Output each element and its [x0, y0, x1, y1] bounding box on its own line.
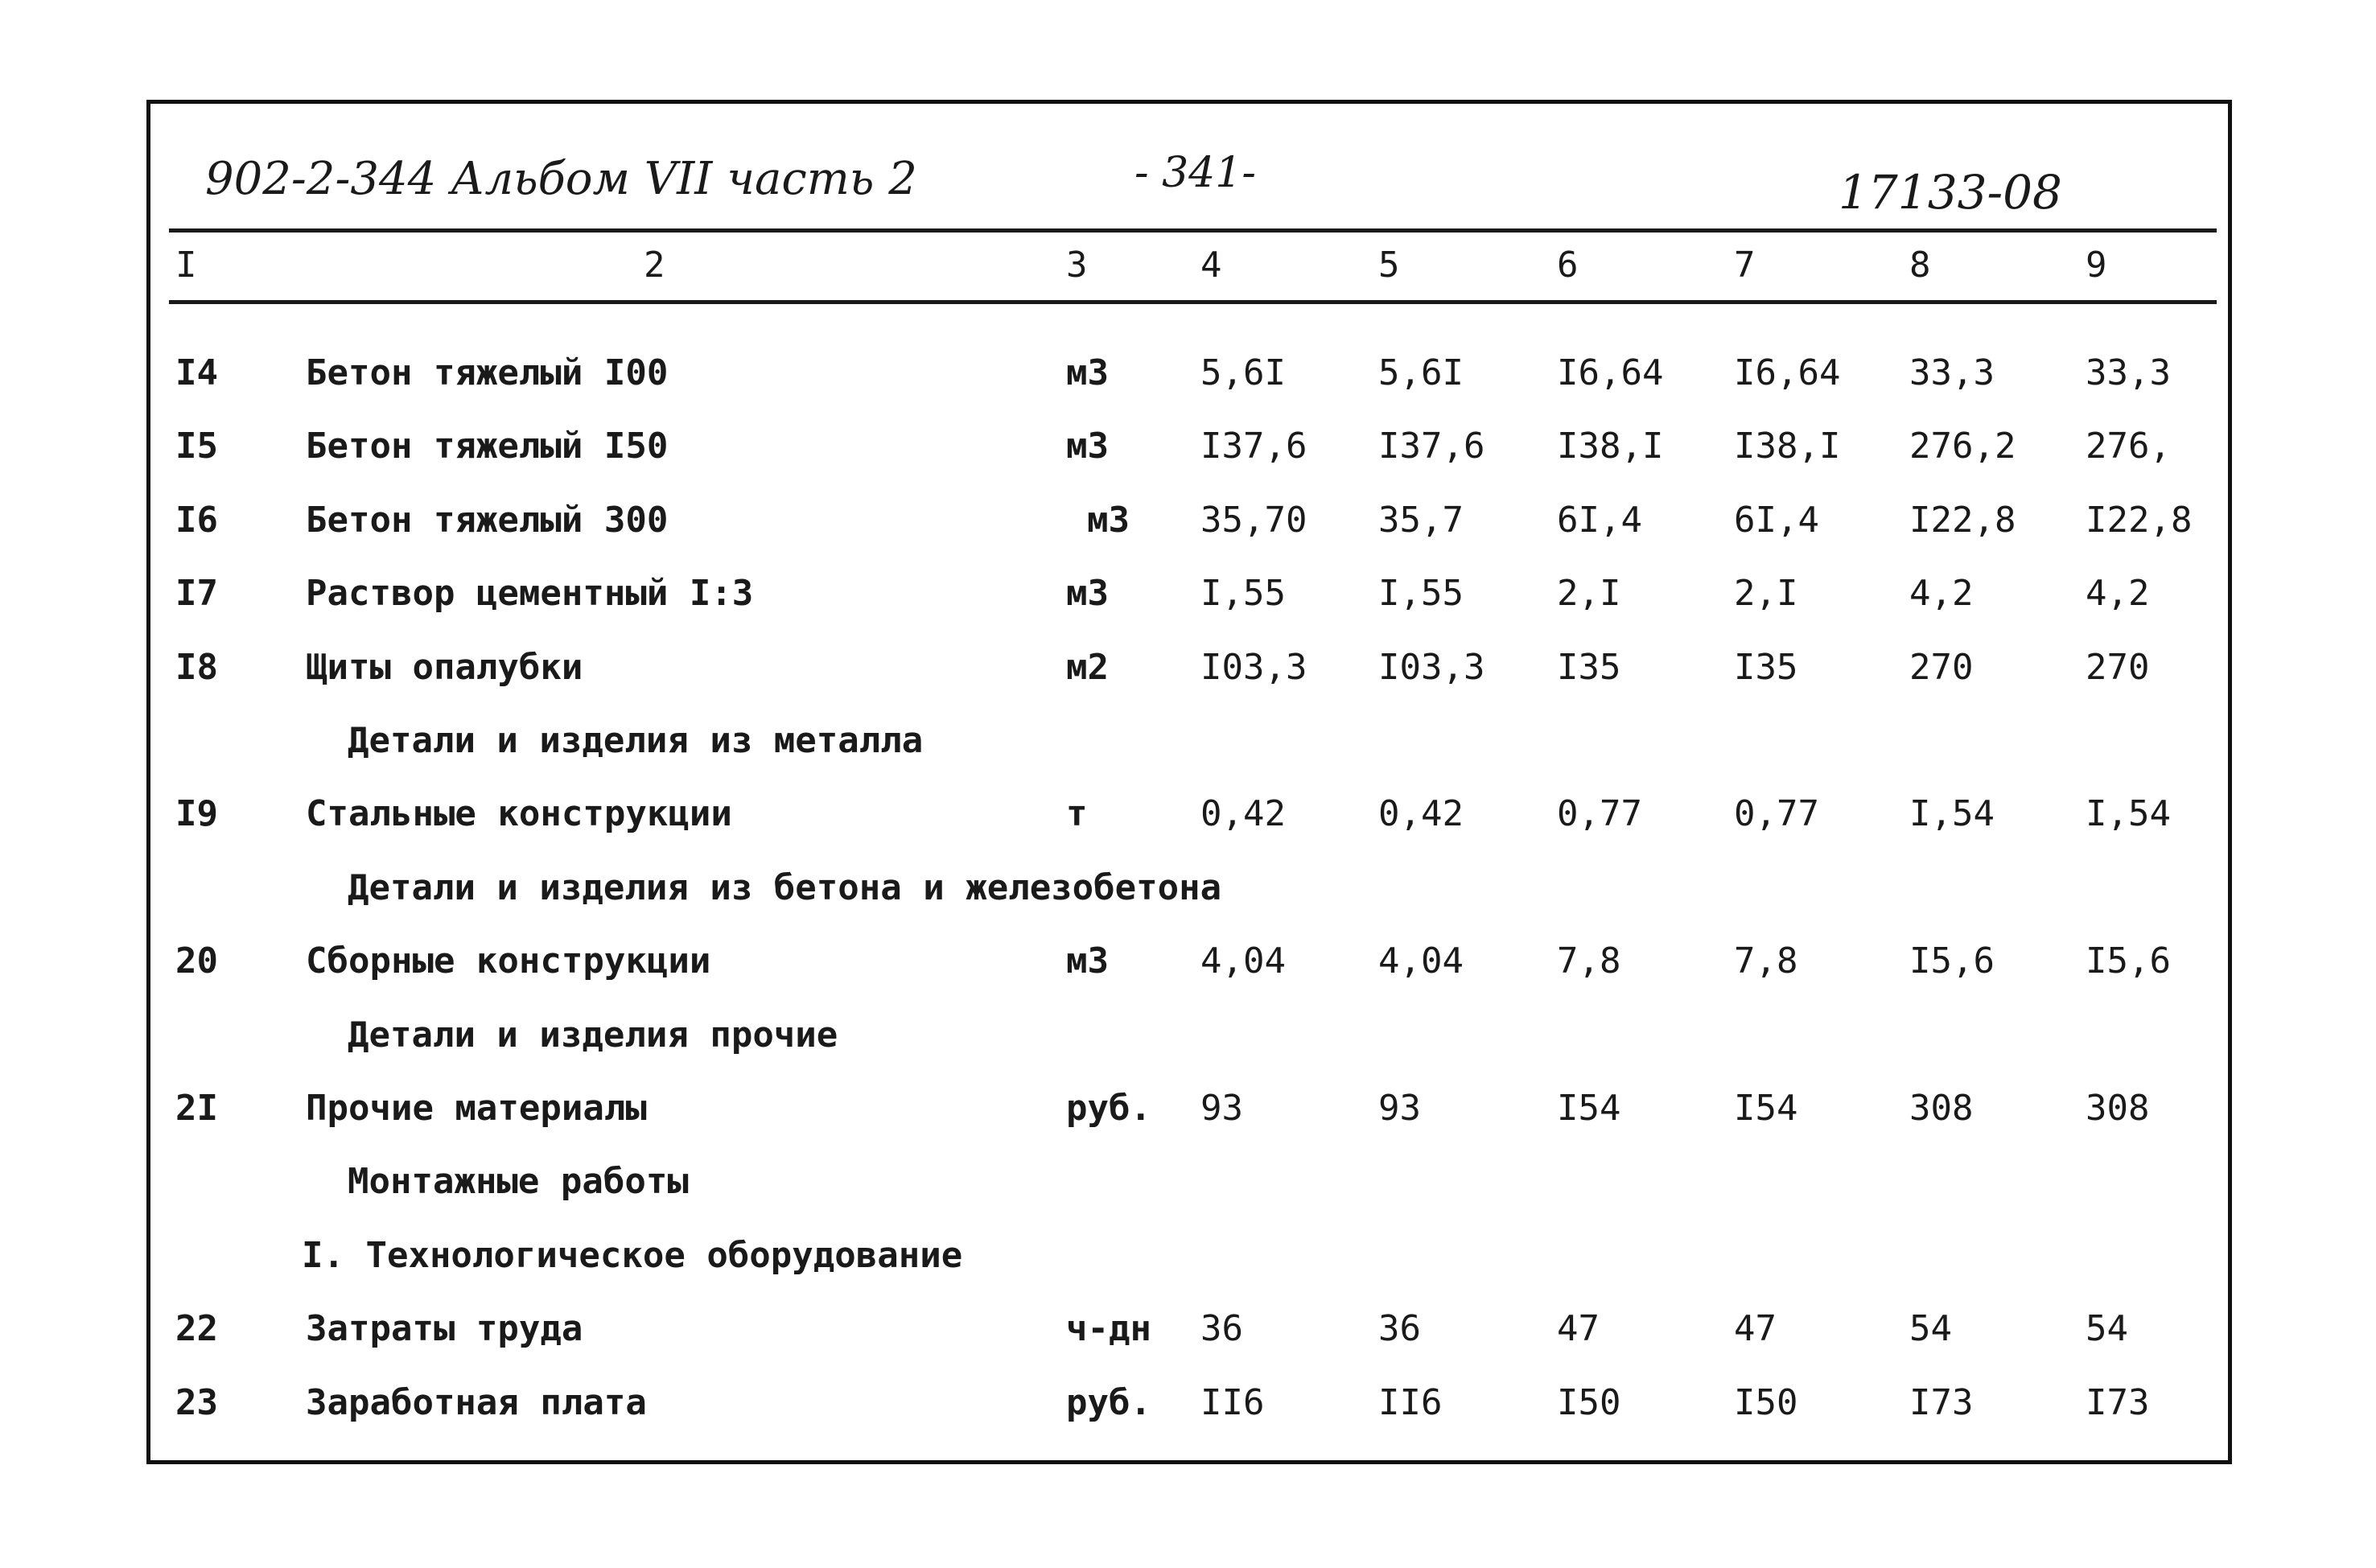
header-rule-bottom: [169, 300, 2217, 304]
row-value-col-8: 276,2: [1909, 426, 2016, 467]
row-value-col-4: II6: [1200, 1382, 1265, 1423]
row-value-col-7: 7,8: [1734, 940, 1798, 982]
row-value-col-6: 6I,4: [1557, 500, 1642, 541]
row-name: Бетон тяжелый 300: [306, 500, 669, 541]
page-number: - 341-: [1134, 149, 1256, 197]
row-value-col-4: 36: [1200, 1308, 1243, 1349]
row-unit: ч-дн: [1066, 1308, 1151, 1349]
row-value-col-9: 308: [2086, 1088, 2150, 1129]
row-number: 22: [175, 1308, 218, 1349]
row-value-col-4: 5,6I: [1200, 352, 1286, 393]
row-value-col-9: 276,: [2086, 426, 2171, 467]
row-unit: м3: [1087, 500, 1130, 541]
row-value-col-9: 4,2: [2086, 573, 2150, 614]
column-number-3: 3: [1066, 245, 1088, 286]
section-heading: Детали и изделия прочие: [348, 1014, 838, 1056]
row-value-col-9: 54: [2086, 1308, 2128, 1349]
row-unit: м3: [1066, 940, 1109, 982]
row-value-col-5: 4,04: [1378, 940, 1464, 982]
row-value-col-8: I,54: [1909, 793, 1995, 834]
row-name: Заработная плата: [306, 1382, 647, 1423]
row-unit: руб.: [1066, 1382, 1151, 1423]
row-unit: м3: [1066, 352, 1109, 393]
row-value-col-5: I37,6: [1378, 426, 1485, 467]
row-value-col-6: I54: [1557, 1088, 1621, 1129]
album-reference: 902-2-344 Альбом VII часть 2: [205, 153, 917, 205]
header-rule-top: [169, 228, 2217, 233]
section-heading: Детали и изделия из бетона и железобетона: [348, 867, 1222, 908]
row-value-col-4: 4,04: [1200, 940, 1286, 982]
section-heading: Монтажные работы: [348, 1161, 689, 1202]
row-name: Стальные конструкции: [306, 793, 732, 834]
row-value-col-4: 0,42: [1200, 793, 1286, 834]
row-value-col-4: 93: [1200, 1088, 1243, 1129]
column-number-8: 8: [1909, 245, 1931, 286]
row-value-col-7: I35: [1734, 647, 1798, 688]
row-number: I7: [175, 573, 218, 614]
row-value-col-8: 270: [1909, 647, 1974, 688]
row-name: Бетон тяжелый I50: [306, 426, 669, 467]
row-value-col-8: 308: [1909, 1088, 1974, 1129]
row-value-col-9: I73: [2086, 1382, 2150, 1423]
row-value-col-6: 7,8: [1557, 940, 1621, 982]
row-name: Бетон тяжелый I00: [306, 352, 669, 393]
row-value-col-7: 47: [1734, 1308, 1777, 1349]
row-value-col-5: 35,7: [1378, 500, 1464, 541]
row-value-col-9: 33,3: [2086, 352, 2171, 393]
row-value-col-7: I54: [1734, 1088, 1798, 1129]
row-unit: м3: [1066, 426, 1109, 467]
row-value-col-7: I50: [1734, 1382, 1798, 1423]
section-heading: I. Технологическое оборудование: [302, 1235, 963, 1276]
row-name: Затраты труда: [306, 1308, 583, 1349]
row-value-col-5: I03,3: [1378, 647, 1485, 688]
row-value-col-7: 2,I: [1734, 573, 1798, 614]
document-code: 17133-08: [1839, 165, 2062, 220]
row-number: 20: [175, 940, 218, 982]
row-number: I9: [175, 793, 218, 834]
row-value-col-6: 0,77: [1557, 793, 1642, 834]
row-value-col-5: 5,6I: [1378, 352, 1464, 393]
row-value-col-5: 0,42: [1378, 793, 1464, 834]
row-unit: т: [1066, 793, 1088, 834]
row-value-col-8: 54: [1909, 1308, 1952, 1349]
row-value-col-9: I5,6: [2086, 940, 2171, 982]
row-value-col-9: 270: [2086, 647, 2150, 688]
row-value-col-6: I50: [1557, 1382, 1621, 1423]
row-value-col-5: I,55: [1378, 573, 1464, 614]
row-value-col-4: I03,3: [1200, 647, 1307, 688]
row-value-col-4: I,55: [1200, 573, 1286, 614]
row-value-col-4: I37,6: [1200, 426, 1307, 467]
column-number-1: I: [175, 245, 197, 286]
row-name: Раствор цементный I:3: [306, 573, 754, 614]
row-value-col-8: 33,3: [1909, 352, 1995, 393]
row-value-col-5: 93: [1378, 1088, 1421, 1129]
column-number-4: 4: [1200, 245, 1222, 286]
row-value-col-5: 36: [1378, 1308, 1421, 1349]
row-number: I6: [175, 500, 218, 541]
row-unit: м2: [1066, 647, 1109, 688]
row-value-col-6: I35: [1557, 647, 1621, 688]
column-number-9: 9: [2086, 245, 2107, 286]
section-heading: Детали и изделия из металла: [348, 720, 924, 761]
row-number: I5: [175, 426, 218, 467]
row-value-col-6: I6,64: [1557, 352, 1664, 393]
row-value-col-6: I38,I: [1557, 426, 1664, 467]
row-number: I8: [175, 647, 218, 688]
row-value-col-4: 35,70: [1200, 500, 1307, 541]
row-name: Прочие материалы: [306, 1088, 647, 1129]
row-value-col-8: I22,8: [1909, 500, 2016, 541]
row-value-col-9: I22,8: [2086, 500, 2193, 541]
row-value-col-5: II6: [1378, 1382, 1443, 1423]
row-name: Щиты опалубки: [306, 647, 583, 688]
row-value-col-9: I,54: [2086, 793, 2171, 834]
row-value-col-7: I38,I: [1734, 426, 1841, 467]
row-unit: м3: [1066, 573, 1109, 614]
row-value-col-8: I5,6: [1909, 940, 1995, 982]
row-value-col-7: 0,77: [1734, 793, 1819, 834]
row-number: 23: [175, 1382, 218, 1423]
row-value-col-8: 4,2: [1909, 573, 1974, 614]
row-value-col-7: I6,64: [1734, 352, 1841, 393]
row-value-col-8: I73: [1909, 1382, 1974, 1423]
column-number-6: 6: [1557, 245, 1579, 286]
column-number-5: 5: [1378, 245, 1400, 286]
column-number-7: 7: [1734, 245, 1756, 286]
row-name: Сборные конструкции: [306, 940, 711, 982]
row-value-col-6: 2,I: [1557, 573, 1621, 614]
row-number: 2I: [175, 1088, 218, 1129]
row-unit: руб.: [1066, 1088, 1151, 1129]
row-value-col-6: 47: [1557, 1308, 1600, 1349]
column-number-2: 2: [644, 245, 665, 286]
row-value-col-7: 6I,4: [1734, 500, 1819, 541]
row-number: I4: [175, 352, 218, 393]
